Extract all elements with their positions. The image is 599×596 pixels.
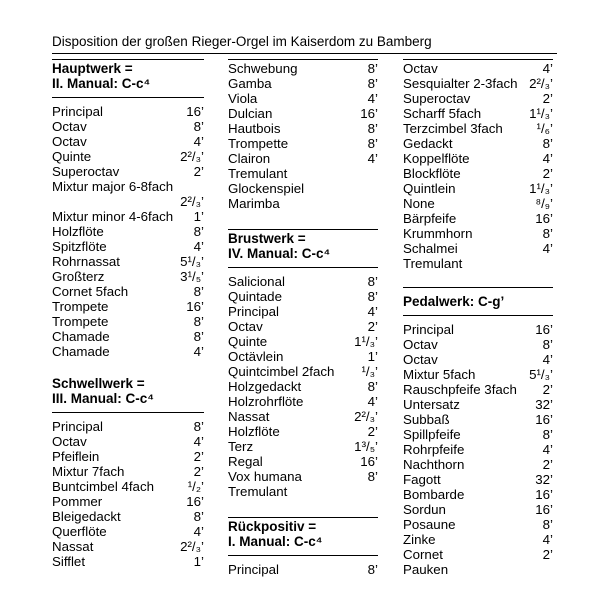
section-gap: [52, 359, 204, 375]
stop-pitch: 2’: [367, 319, 378, 334]
stop-row: [228, 379, 378, 394]
stop-pitch: 8’: [367, 289, 378, 304]
stop-pitch: 8’: [367, 379, 378, 394]
stop-pitch: 2’: [542, 547, 553, 562]
stop-name: Octav: [403, 337, 438, 352]
stop-row: [228, 181, 378, 196]
division-section: [228, 60, 378, 211]
stop-row: [228, 484, 378, 499]
stop-row: [52, 524, 204, 539]
section-gap: [228, 211, 378, 227]
stop-row: [403, 181, 553, 196]
stop-pitch: 5¹/₃’: [529, 367, 553, 382]
stop-name: Principal: [52, 419, 103, 434]
stop-row: [403, 136, 553, 151]
stop-pitch: 8’: [367, 136, 378, 151]
stop-row: [403, 151, 553, 166]
column-2: [228, 59, 378, 577]
stop-row: [52, 539, 204, 554]
stop-name: Clairon: [228, 151, 271, 166]
stop-row: [403, 91, 553, 106]
stop-row: [52, 329, 204, 344]
stop-row: [403, 61, 553, 76]
stop-name: Bombarde: [403, 487, 465, 502]
stop-pitch: 2²/₃’: [529, 76, 553, 91]
stop-row: [403, 226, 553, 241]
stop-pitch: 8’: [193, 509, 204, 524]
stop-name: Quinte: [52, 149, 92, 164]
stop-row: [228, 274, 378, 289]
stop-pitch: 4’: [193, 524, 204, 539]
stop-name: Spitzflöte: [52, 239, 107, 254]
stop-row: [403, 412, 553, 427]
stop-name: Vox humana: [228, 469, 302, 484]
stop-name: Blockflöte: [403, 166, 461, 181]
stop-row: [228, 136, 378, 151]
stop-pitch: 1¹/₃’: [354, 334, 378, 349]
division-heading-line: IV. Manual: C-c⁴: [228, 246, 331, 261]
stop-row: [52, 419, 204, 434]
stop-row: [403, 241, 553, 256]
stop-name: Chamade: [52, 344, 110, 359]
stop-row: [228, 469, 378, 484]
stop-pitch: 8’: [193, 314, 204, 329]
stop-row: [52, 179, 204, 209]
stop-row: [228, 76, 378, 91]
stop-name: Holzflöte: [52, 224, 104, 239]
stop-row: [403, 166, 553, 181]
stop-row: [52, 449, 204, 464]
stop-pitch: 8’: [367, 562, 378, 577]
stop-pitch: 8’: [367, 274, 378, 289]
stop-row: [52, 344, 204, 359]
division-heading-line: Brustwerk =: [228, 231, 306, 246]
stop-row: [52, 269, 204, 284]
stop-name: Schwebung: [228, 61, 298, 76]
stop-name: Salicional: [228, 274, 285, 289]
stop-row: [228, 394, 378, 409]
stop-row: [228, 334, 378, 349]
stop-name: Großterz: [52, 269, 105, 284]
stop-pitch: 8’: [542, 517, 553, 532]
stop-pitch: 4’: [542, 442, 553, 457]
stop-name: Quintlein: [403, 181, 456, 196]
stop-row: [403, 532, 553, 547]
stop-name: Pfeiflein: [52, 449, 100, 464]
column-3: [403, 59, 553, 577]
stop-name: Principal: [228, 304, 279, 319]
stop-pitch: 2’: [542, 91, 553, 106]
stop-row: [228, 409, 378, 424]
stop-row: [52, 104, 204, 119]
stop-row: [52, 479, 204, 494]
stop-row: [403, 562, 553, 577]
stop-row: [52, 164, 204, 179]
stop-name: Spillpfeife: [403, 427, 461, 442]
stop-name: Posaune: [403, 517, 456, 532]
stop-row: [228, 196, 378, 211]
stop-name: Principal: [52, 104, 103, 119]
stop-pitch: ¹/₂’: [187, 479, 204, 494]
stop-pitch: 8’: [367, 469, 378, 484]
stop-name: Octav: [52, 119, 87, 134]
stop-name: Pommer: [52, 494, 103, 509]
division-heading-line: I. Manual: C-c⁴: [228, 534, 323, 549]
stop-name: Rauschpfeife 3fach: [403, 382, 517, 397]
stop-name: Principal: [403, 322, 454, 337]
stop-row: [403, 517, 553, 532]
stop-pitch: 8’: [542, 136, 553, 151]
stop-pitch: 4’: [367, 151, 378, 166]
stop-row: [403, 76, 553, 91]
stop-name: Quintade: [228, 289, 282, 304]
stop-pitch: 8’: [542, 427, 553, 442]
column-1: [52, 59, 204, 569]
division-section: [403, 60, 553, 271]
stop-pitch: 2²/₃’: [180, 149, 204, 164]
stop-pitch: 8’: [193, 329, 204, 344]
stop-name: Tremulant: [228, 166, 288, 181]
stop-pitch: 4’: [193, 134, 204, 149]
stop-name: Holzrohrflöte: [228, 394, 304, 409]
stop-pitch: 8’: [367, 121, 378, 136]
stop-name: Gamba: [228, 76, 272, 91]
division-heading-line: Schwellwerk =: [52, 376, 145, 391]
stop-name: Nachthorn: [403, 457, 465, 472]
stop-name: Nassat: [228, 409, 270, 424]
stop-row: [403, 196, 553, 211]
stop-row: [403, 211, 553, 226]
stop-name: Trompete: [52, 299, 109, 314]
stop-name: Quinte: [228, 334, 268, 349]
stop-pitch: 32’: [535, 472, 553, 487]
stop-row: [403, 487, 553, 502]
stop-pitch: 16’: [186, 494, 204, 509]
stop-pitch: 4’: [193, 344, 204, 359]
division-section: [52, 375, 204, 569]
stop-row: [228, 562, 378, 577]
stop-pitch: 2’: [542, 382, 553, 397]
stop-name: Superoctav: [52, 164, 120, 179]
stop-name: Buntcimbel 4fach: [52, 479, 154, 494]
stop-name: Bärpfeife: [403, 211, 457, 226]
stop-row: [52, 209, 204, 224]
stop-row: [403, 427, 553, 442]
stop-pitch: 8’: [193, 284, 204, 299]
stop-pitch: 1’: [193, 554, 204, 569]
stop-row: [403, 382, 553, 397]
stop-name: Quintcimbel 2fach: [228, 364, 335, 379]
stop-name: Koppelflöte: [403, 151, 470, 166]
stop-row: [52, 134, 204, 149]
stop-row: [228, 349, 378, 364]
stop-name: Superoctav: [403, 91, 471, 106]
stop-pitch: 4’: [542, 151, 553, 166]
stop-pitch: ¹/₆’: [536, 121, 553, 136]
stop-name: Rohrnassat: [52, 254, 120, 269]
stop-name: Glockenspiel: [228, 181, 305, 196]
stop-pitch: 2’: [193, 464, 204, 479]
stop-name: Zinke: [403, 532, 436, 547]
division-section: [52, 60, 204, 359]
stop-pitch: ¹/₃’: [361, 364, 378, 379]
stop-row: [228, 289, 378, 304]
stop-pitch: 4’: [367, 394, 378, 409]
division-heading-line: III. Manual: C-c⁴: [52, 391, 154, 406]
stop-name: Octav: [403, 61, 438, 76]
section-gap: [403, 271, 553, 287]
stop-name: Tremulant: [403, 256, 463, 271]
division-heading: [52, 60, 204, 98]
stop-name: Rohrpfeife: [403, 442, 465, 457]
stop-row: [52, 119, 204, 134]
division-heading: [228, 517, 378, 556]
stop-row: [228, 151, 378, 166]
stop-name: Hautbois: [228, 121, 281, 136]
section-gap: [228, 499, 378, 515]
division-heading-line: Hauptwerk =: [52, 61, 133, 76]
division-section: [228, 517, 378, 577]
stop-name: Holzflöte: [228, 424, 280, 439]
stop-name: Scharff 5fach: [403, 106, 482, 121]
stop-name: Mixtur 5fach: [403, 367, 476, 382]
stop-name: None: [403, 196, 435, 211]
stop-row: [228, 454, 378, 469]
stop-pitch: 2’: [542, 457, 553, 472]
stop-name: Krummhorn: [403, 226, 473, 241]
stop-pitch: 16’: [535, 487, 553, 502]
division-heading: [52, 375, 204, 413]
division-heading-line: Pedalwerk: C-g’: [403, 294, 505, 309]
stop-name: Gedackt: [403, 136, 453, 151]
stop-pitch: 8’: [193, 224, 204, 239]
stop-pitch: 16’: [360, 454, 378, 469]
stop-row: [228, 424, 378, 439]
stop-row: [52, 464, 204, 479]
stop-pitch: 4’: [542, 352, 553, 367]
stop-name: Dulcian: [228, 106, 273, 121]
stop-pitch: 8’: [367, 61, 378, 76]
stop-row: [403, 352, 553, 367]
stop-row: [228, 91, 378, 106]
stop-name: Octav: [52, 434, 87, 449]
stop-row: [52, 554, 204, 569]
page-title: Disposition der großen Rieger-Orgel im Kaiserdom zu Bamberg: [52, 33, 557, 54]
stop-name: Marimba: [228, 196, 280, 211]
stop-pitch: 3¹/₅’: [180, 269, 204, 284]
division-heading-line: II. Manual: C-c⁴: [52, 76, 151, 91]
stop-name: Sordun: [403, 502, 446, 517]
stop-name: Octävlein: [228, 349, 284, 364]
stop-row: [228, 61, 378, 76]
stop-name: Subbaß: [403, 412, 450, 427]
division-heading-line: Rückpositiv =: [228, 519, 317, 534]
stop-pitch: 1¹/₃’: [529, 106, 553, 121]
stop-row: [228, 121, 378, 136]
stop-row: [403, 367, 553, 382]
stop-name: Fagott: [403, 472, 441, 487]
stop-row: [403, 121, 553, 136]
stop-name: Octav: [52, 134, 87, 149]
stop-pitch: 32’: [535, 397, 553, 412]
stop-name: Regal: [228, 454, 263, 469]
stop-pitch: 4’: [367, 91, 378, 106]
stop-name: Sifflet: [52, 554, 86, 569]
stop-pitch: 8’: [542, 337, 553, 352]
stop-pitch: 1’: [367, 349, 378, 364]
stop-row: [52, 299, 204, 314]
division-heading: [403, 287, 553, 316]
stop-row: [52, 314, 204, 329]
stop-pitch: 1³/₅’: [354, 439, 378, 454]
stop-row: [403, 256, 553, 271]
stop-name: Mixtur minor 4-6fach: [52, 209, 174, 224]
stop-row: [52, 254, 204, 269]
stop-pitch: 2’: [367, 424, 378, 439]
stop-name: Mixtur major 6-8fach: [52, 179, 174, 194]
stop-name: Nassat: [52, 539, 94, 554]
stop-row: [403, 502, 553, 517]
stop-pitch: 8’: [542, 226, 553, 241]
stop-name: Sesquialter 2-3fach: [403, 76, 518, 91]
stop-row: [52, 224, 204, 239]
stop-name: Pauken: [403, 562, 449, 577]
stop-name: Octav: [228, 319, 263, 334]
stop-name: Holzgedackt: [228, 379, 302, 394]
stop-name: Mixtur 7fach: [52, 464, 125, 479]
stop-row: [228, 106, 378, 121]
stop-row: [403, 457, 553, 472]
stop-pitch: 4’: [542, 241, 553, 256]
stop-row: [403, 337, 553, 352]
stop-name: Chamade: [52, 329, 110, 344]
stop-name: Principal: [228, 562, 279, 577]
stop-row: [403, 547, 553, 562]
stop-name: Untersatz: [403, 397, 460, 412]
stop-row: [52, 284, 204, 299]
stop-name: Terz: [228, 439, 254, 454]
stop-pitch: 4’: [193, 434, 204, 449]
stop-row: [403, 442, 553, 457]
stop-pitch: 1¹/₃’: [529, 181, 553, 196]
stop-pitch: 4’: [193, 239, 204, 254]
stop-pitch: 1’: [193, 209, 204, 224]
stop-pitch: 2²/₃’: [354, 409, 378, 424]
stop-pitch: 2’: [193, 164, 204, 179]
stop-name: Cornet 5fach: [52, 284, 129, 299]
stop-row: [228, 166, 378, 181]
stop-row: [403, 106, 553, 121]
stop-name: Trompete: [52, 314, 109, 329]
stop-name: Octav: [403, 352, 438, 367]
stop-pitch: 4’: [542, 532, 553, 547]
stop-pitch: 16’: [360, 106, 378, 121]
stop-name: Schalmei: [403, 241, 458, 256]
stop-pitch: 8’: [367, 76, 378, 91]
stop-pitch: 16’: [535, 502, 553, 517]
stop-row: [228, 364, 378, 379]
division-section: [403, 287, 553, 577]
stop-pitch: 8’: [193, 419, 204, 434]
stop-name: Tremulant: [228, 484, 288, 499]
stop-pitch: 4’: [367, 304, 378, 319]
stop-pitch: 16’: [535, 211, 553, 226]
stop-pitch: 16’: [186, 299, 204, 314]
stop-row: [52, 494, 204, 509]
stop-name: Trompette: [228, 136, 289, 151]
stop-row: [403, 472, 553, 487]
stop-pitch: 8’: [193, 119, 204, 134]
stop-row: [403, 322, 553, 337]
stop-pitch: 2²/₃’: [180, 194, 204, 209]
stop-row: [228, 439, 378, 454]
stop-name: Terzcimbel 3fach: [403, 121, 503, 136]
stop-name: Cornet: [403, 547, 443, 562]
stop-pitch: 2²/₃’: [180, 539, 204, 554]
stop-pitch: 16’: [186, 104, 204, 119]
stop-pitch: 2’: [542, 166, 553, 181]
stop-pitch: 5¹/₃’: [180, 254, 204, 269]
stop-row: [52, 239, 204, 254]
stop-name: Bleigedackt: [52, 509, 121, 524]
stop-row: [403, 397, 553, 412]
stop-pitch: 4’: [542, 61, 553, 76]
stop-row: [52, 434, 204, 449]
stop-pitch: 2’: [193, 449, 204, 464]
stop-pitch: 16’: [535, 322, 553, 337]
stop-row: [228, 319, 378, 334]
stop-row: [228, 304, 378, 319]
stop-row: [52, 149, 204, 164]
stop-pitch: ⁸/₉’: [535, 196, 553, 211]
division-section: [228, 229, 378, 499]
stop-pitch: 16’: [535, 412, 553, 427]
stop-name: Viola: [228, 91, 258, 106]
stop-row: [52, 509, 204, 524]
stop-name: Querflöte: [52, 524, 107, 539]
division-heading: [228, 229, 378, 268]
